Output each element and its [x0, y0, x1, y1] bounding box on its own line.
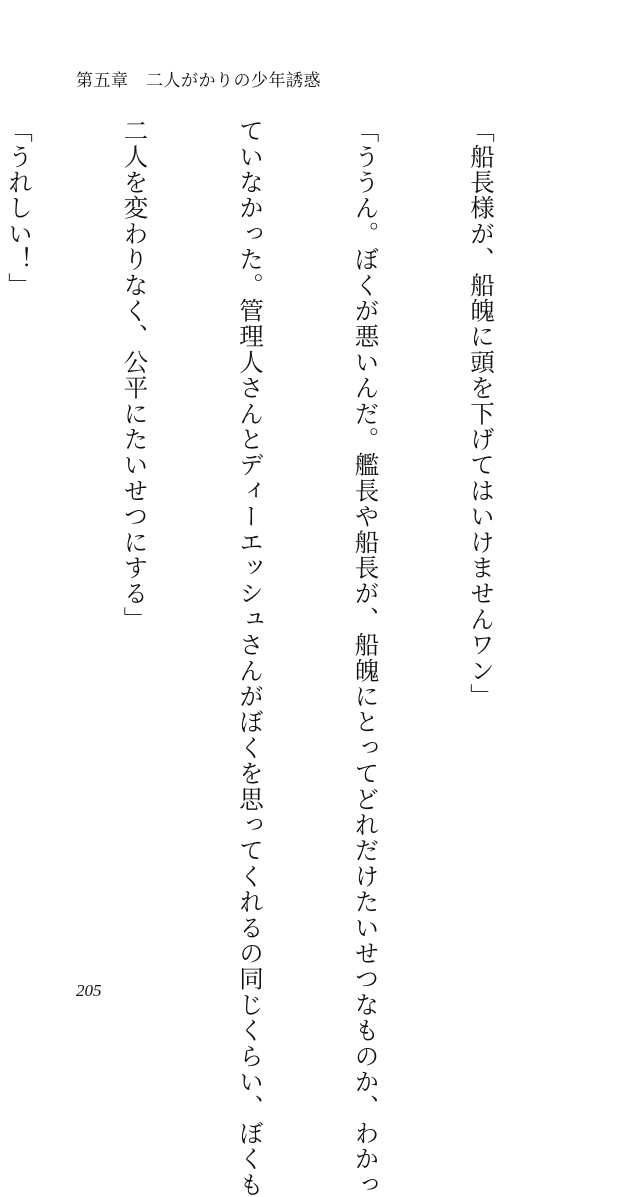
- running-header: 第五章 二人がかりの少年誘惑: [76, 71, 321, 91]
- text-line: 「ううん。ぼくが悪いんだ。艦長や船長が、船魄にとってどれだけたいせつなものか、わかっ: [351, 118, 381, 1197]
- text-line: 「うれしい！」: [5, 118, 34, 298]
- text-line: ていなかった。管理人さんとディーエッシュさんがぼくを思ってくれるの同じくらい、ぼくも: [236, 118, 265, 1197]
- text-line: 「船長様が、船魄に頭を下げてはいけませんワン」: [467, 118, 496, 710]
- page-number: 205: [76, 981, 102, 1000]
- text-line: 二人を変わりなく、公平にたいせつにする」: [120, 118, 150, 632]
